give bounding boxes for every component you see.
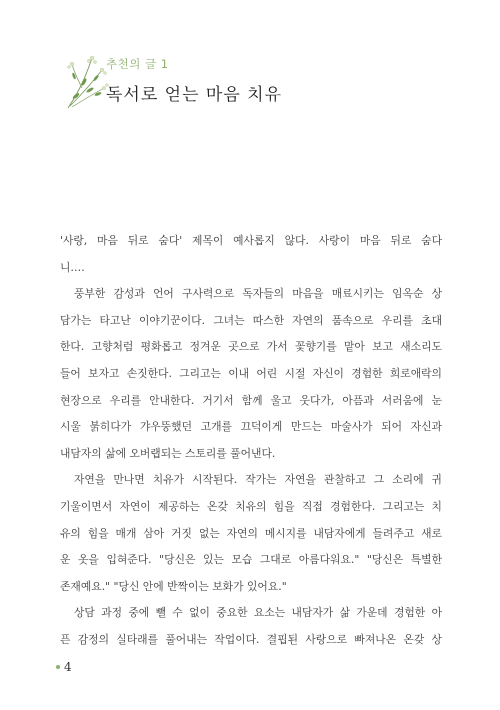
body-text [60,228,442,654]
text-line [60,228,442,255]
text-line-content: 유의 힘을 매개 삼아 거짓 없는 자연의 메시지를 내담자에게 들려주고 새로 [60,526,442,540]
text-line [60,521,442,548]
text-line [60,361,442,388]
text-line-content: 풍부한 감성과 언어 구사력으로 독자들의 마음을 매료시키는 임옥순 상 [74,287,442,301]
text-line [60,574,442,601]
text-line [60,281,442,308]
text-line-content: 시울 붉히다가 갸우뚱했던 고개를 끄덕이게 만드는 마술사가 되어 자신과 [60,420,442,434]
text-line [60,547,442,574]
text-line-content: 상담 과정 중에 뺄 수 없이 중요한 요소는 내담자가 삶 가운데 경험한 아 [74,606,442,620]
text-line-content: 니…. [60,260,85,274]
text-line [60,627,442,654]
chapter-header [62,52,462,112]
text-line [60,334,442,361]
text-line-content: 내담자의 삶에 오버랩되는 스토리를 풀어낸다. [60,446,276,460]
text-line [60,255,442,282]
text-line [60,441,442,468]
page-number: 4 [64,660,72,674]
text-line [60,467,442,494]
text-line [60,388,442,415]
text-line [60,494,442,521]
text-line-content: 기울이면서 자연이 제공하는 온갖 치유의 힘을 직접 경험한다. 그리고는 치 [60,499,442,513]
flower-sprig-icon [62,52,110,110]
text-line-content: 존재예요." "당신 안에 반짝이는 보화가 있어요." [60,579,287,593]
text-line-content: 한다. 고향처럼 평화롭고 정겨운 곳으로 가서 꽃향기를 맡아 보고 새소리도 [60,340,442,354]
text-line-content: 현장으로 우리를 안내한다. 거기서 함께 울고 웃다가, 아픔과 서러움에 눈 [60,393,442,407]
footer-dot-icon [56,665,60,669]
chapter-kicker: 추천의 글 1 [106,57,169,71]
text-line-content: 자연을 만나면 치유가 시작된다. 작가는 자연을 관찰하고 그 소리에 귀 [74,473,442,487]
text-line-content: 픈 감정의 실타래를 풀어내는 작업이다. 결핍된 사랑으로 빠져나온 온갖 상 [60,632,442,646]
page-footer [56,660,72,674]
text-line [60,600,442,627]
text-line-content: 운 옷을 입혀준다. "당신은 있는 모습 그대로 아름다워요." "당신은 특별한 [60,553,442,567]
text-line-content: 담가는 타고난 이야기꾼이다. 그녀는 따스한 자연의 품속으로 우리를 초대 [60,313,442,327]
chapter-title: 독서로 얻는 마음 치유 [106,85,283,105]
text-line [60,308,442,335]
text-line-content: 들어 보자고 손짓한다. 그리고는 이내 어린 시절 자신이 경험한 희로애락의 [60,366,442,380]
text-line [60,414,442,441]
text-line-content: '사랑, 마음 뒤로 숨다' 제목이 예사롭지 않다. 사랑이 마음 뒤로 숨다 [60,234,442,247]
